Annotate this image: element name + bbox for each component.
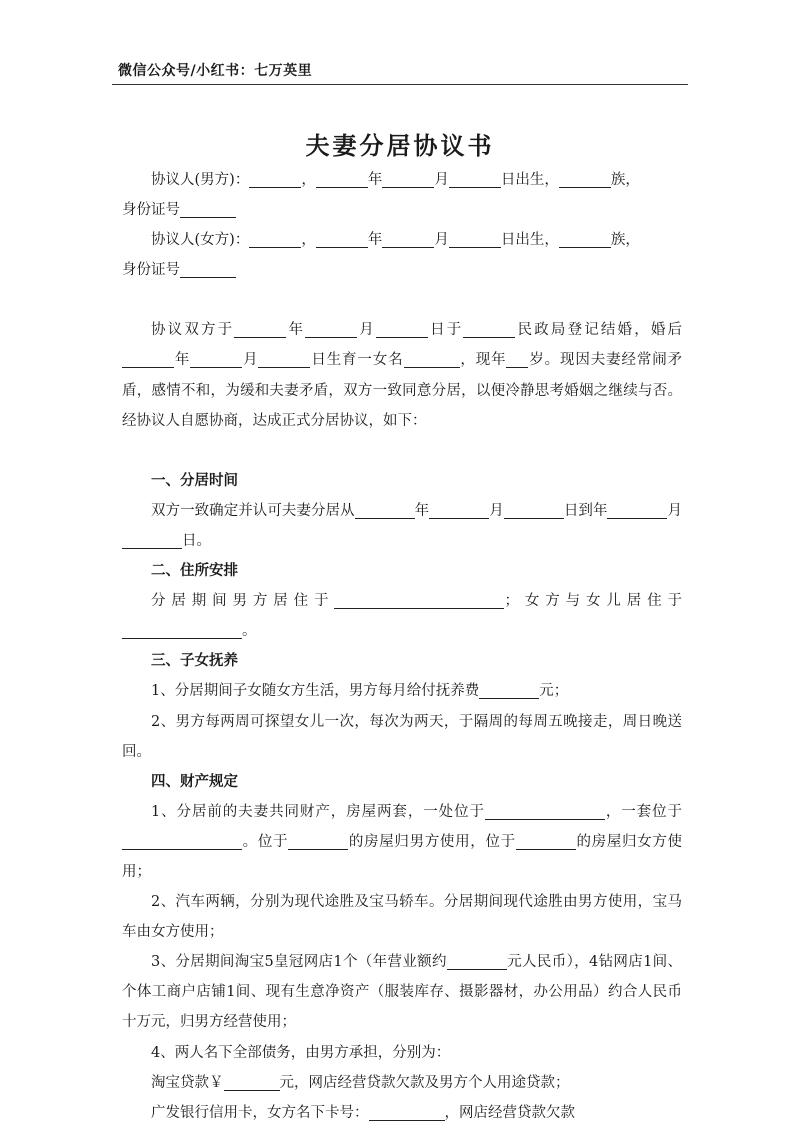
children-item-1 [122,676,682,706]
blank-male-ethnicity[interactable] [559,169,611,188]
document-title: 夫妻分居协议书 [305,132,495,160]
blank-start-year[interactable] [355,500,415,519]
text: ， [301,172,316,188]
text: ， [301,232,316,249]
text: 族， [610,172,640,188]
female-party-line [122,225,682,255]
section-heading-children: 三、子女抚养 [151,653,238,670]
blank-child-age[interactable] [506,349,528,368]
blank-male-name[interactable] [249,169,301,188]
section-heading-time: 一、分居时间 [151,472,238,489]
blank-male-residence[interactable] [334,590,504,609]
blank-child-birth-day[interactable] [258,349,310,368]
blank-end-month[interactable] [607,500,667,519]
blank-child-birth-year[interactable] [122,349,174,368]
text: 年 [414,502,430,519]
blank-male-house[interactable] [288,831,348,850]
text: 日出生， [500,172,559,188]
document-body [122,165,682,1128]
text: 日到 [563,502,593,519]
blank-end-day[interactable] [122,530,182,549]
text: 元； [539,683,569,700]
blank-female-residence[interactable] [122,620,242,639]
text: ；女方与女儿居住于 [504,593,683,610]
text: 淘宝贷款￥ [151,1074,224,1091]
property-item-4: 4、两人名下全部债务，由男方承担，分别为： [151,1044,451,1061]
text: 年 [367,232,383,249]
blank-card-number[interactable] [369,1102,445,1121]
text: 年 [367,172,383,188]
text: ，网店经营贷款欠款 [444,1104,575,1121]
text: 年 [286,322,306,339]
male-id-line [122,195,682,225]
male-party-line [122,165,682,195]
blank-female-ethnicity[interactable] [559,229,611,248]
blank-female-id[interactable] [180,259,236,278]
section-heading-residence: 二、住所安排 [151,563,238,580]
male-party-label: 协议人(男方)： [151,172,250,188]
blank-marriage-month[interactable] [305,319,357,338]
blank-child-name[interactable] [404,349,460,368]
text: 元，网店经营贷款欠款及男方个人用途贷款； [279,1074,570,1091]
blank-male-birth-month[interactable] [382,169,434,188]
text: ，一套位于 [604,803,682,820]
blank-start-month[interactable] [429,500,489,519]
text: 协议双方于 [151,322,235,339]
blank-child-birth-month[interactable] [190,349,242,368]
text: 。位于 [242,833,289,850]
blank-female-birth-year[interactable] [316,229,368,248]
intro-paragraph [122,315,682,435]
blank-start-day[interactable] [504,500,564,519]
text: 双方一致确定并认可夫妻分居从 [151,502,355,519]
spacer [122,285,682,315]
blank-civil-affairs-bureau[interactable] [463,319,515,338]
blank-female-name[interactable] [249,229,301,248]
header-divider [112,84,688,85]
text: 元人民币），4钻网店1间、个体工商户店铺1间、现有生意净资产（服装库存、摄影器材，办公用品）约合人民币十万元，归男方经营使用； [122,954,682,1031]
text: 日出生， [500,232,559,249]
text: 年 [592,502,608,519]
text: 3、分居期间淘宝5皇冠网店1个（年营业额约 [151,954,447,971]
text: 日。 [182,532,211,549]
text: ，现年 [459,352,507,369]
blank-annual-revenue[interactable] [447,951,507,970]
blank-female-birth-day[interactable] [449,229,501,248]
text: 民政局登记结婚， [515,322,651,339]
blank-house-1-location[interactable] [485,801,605,820]
text: 月 [434,232,449,249]
debt-credit-card [122,1098,682,1128]
property-item-3 [122,947,682,1037]
text: 岁。现因夫妻经常闹矛盾，感情不和，为缓和夫妻矛盾，双方一致同意分居，以便冷静思考婚姻之继续与否。经协议人自愿协商，达成正式分居协议，如下： [122,352,683,429]
text: 分居期间男方居住于 [151,593,335,610]
header-source: 微信公众号/小红书：七万英里 [118,63,313,79]
id-label: 身份证号 [122,262,180,279]
text: 。 [242,623,257,640]
blank-child-support-amount[interactable] [479,680,539,699]
text: 日于 [427,322,464,339]
text: 的房屋归女方使用； [122,833,683,880]
blank-house-2-location[interactable] [122,831,242,850]
blank-male-id[interactable] [180,199,236,218]
text: 月 [357,322,376,339]
blank-marriage-day[interactable] [376,319,428,338]
text: 月 [242,352,259,369]
blank-taobao-loan-amount[interactable] [224,1072,280,1091]
text: 族， [610,232,640,249]
text: 广发银行信用卡，女方名下卡号： [151,1104,369,1121]
text: 1、分居期间子女随女方生活，男方每月给付抚养费 [151,683,480,700]
id-label: 身份证号 [122,202,180,219]
blank-male-birth-day[interactable] [449,169,501,188]
text: 月 [667,502,683,519]
female-party-label: 协议人(女方)： [151,232,250,249]
blank-marriage-year[interactable] [234,319,286,338]
text: 月 [434,172,449,188]
text: 日生育一女名 [310,352,404,369]
text: 婚后 [650,322,683,339]
property-item-1 [122,797,682,887]
blank-male-birth-year[interactable] [316,169,368,188]
property-item-2: 2、汽车两辆，分别为现代途胜及宝马轿车。分居期间现代途胜由男方使用，宝马车由女方使用； [122,894,682,941]
section-time-text [122,496,682,556]
text: 年 [174,352,191,369]
section-residence-text [122,586,682,646]
blank-female-birth-month[interactable] [382,229,434,248]
female-id-line [122,255,682,285]
section-heading-property: 四、财产规定 [151,773,238,790]
spacer [122,436,682,466]
text: 月 [489,502,504,519]
debt-taobao-loan [122,1068,682,1098]
text: 1、分居前的夫妻共同财产，房屋两套，一处位于 [151,803,485,820]
text: 的房屋归男方使用，位于 [348,833,516,850]
blank-female-house[interactable] [516,831,576,850]
children-item-2: 2、男方每两周可探望女儿一次，每次为两天，于隔周的每周五晚接走，周日晚送回。 [122,713,682,760]
